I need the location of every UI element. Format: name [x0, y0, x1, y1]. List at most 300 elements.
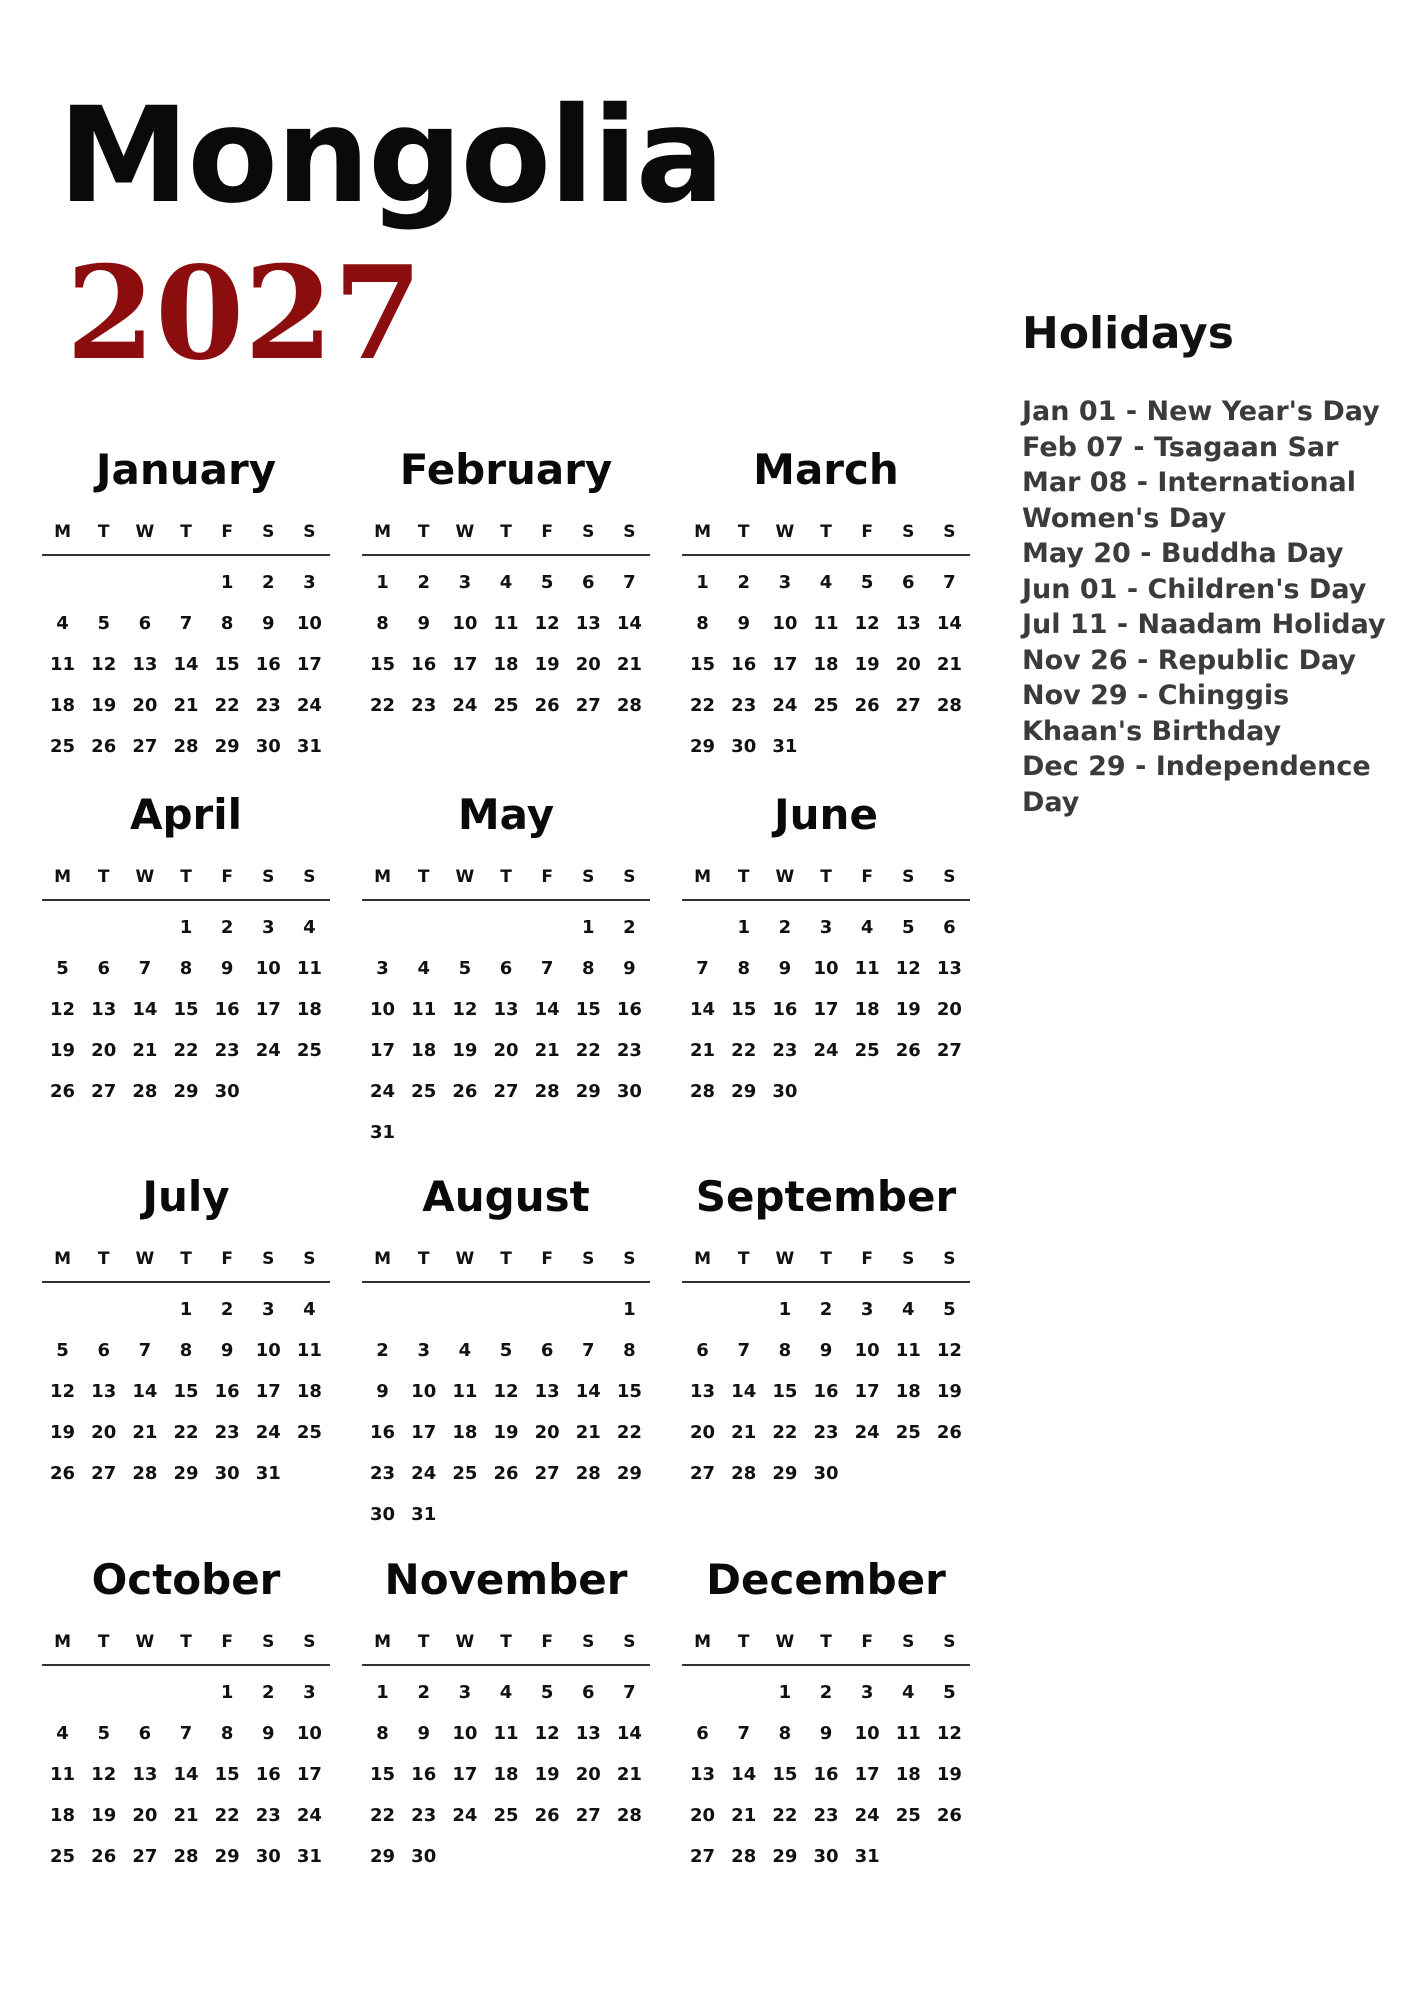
month-grid [362, 1620, 650, 1877]
day-cell: 4 [499, 1682, 513, 1703]
day-cell: 12 [50, 999, 76, 1020]
day-cell: 21 [173, 695, 199, 716]
day-cell: 1 [179, 917, 193, 938]
day-cell: 21 [575, 1422, 601, 1443]
month-grid [42, 510, 330, 767]
day-cell: 17 [854, 1381, 880, 1402]
day-cell: 3 [458, 1682, 472, 1703]
day-cell: 12 [50, 1381, 76, 1402]
weekday-header: W [764, 510, 805, 556]
day-cell: 24 [452, 1805, 478, 1826]
day-cell: 5 [56, 958, 69, 979]
weekday-header: T [165, 510, 206, 556]
weekday-header: M [682, 1237, 723, 1283]
day-cell: 25 [411, 1081, 437, 1102]
day-cell: 25 [50, 1846, 76, 1867]
weekday-header: F [527, 1620, 568, 1666]
day-cell: 22 [772, 1805, 798, 1826]
day-cell: 5 [97, 1723, 110, 1744]
weekday-header: S [289, 510, 330, 556]
day-cell: 16 [813, 1381, 839, 1402]
day-cell: 15 [214, 654, 240, 675]
day-cell: 10 [854, 1340, 880, 1361]
day-cell: 30 [813, 1463, 839, 1484]
day-cell: 9 [737, 613, 750, 634]
empty-cell [42, 1289, 83, 1330]
day-cell: 16 [370, 1422, 396, 1443]
weekday-header: W [124, 1620, 165, 1666]
day-cell: 30 [772, 1081, 798, 1102]
day-cell: 20 [895, 654, 921, 675]
day-cell: 17 [813, 999, 839, 1020]
day-cell: 10 [255, 1340, 281, 1361]
weekday-header: S [888, 1620, 929, 1666]
day-cell: 3 [860, 1682, 874, 1703]
month-name: May [457, 790, 555, 839]
day-cell: 13 [91, 999, 117, 1020]
weekday-header: F [527, 1237, 568, 1283]
day-cell: 11 [854, 958, 880, 979]
day-cell: 20 [132, 695, 158, 716]
weekday-header: T [485, 510, 526, 556]
day-cell: 18 [296, 1381, 322, 1402]
day-cell: 8 [778, 1723, 792, 1744]
day-cell: 20 [91, 1422, 117, 1443]
day-cell: 6 [97, 958, 110, 979]
day-cell: 18 [895, 1381, 921, 1402]
day-cell: 4 [902, 1682, 915, 1703]
day-cell: 9 [819, 1340, 833, 1361]
day-cell: 1 [737, 917, 750, 938]
empty-cell [42, 1672, 83, 1713]
day-cell: 15 [575, 999, 601, 1020]
month-name: December [706, 1555, 946, 1604]
weekday-header: F [847, 855, 888, 901]
month-october [42, 1540, 330, 1877]
day-cell: 23 [411, 695, 437, 716]
day-cell: 22 [370, 695, 396, 716]
weekday-header: S [888, 1237, 929, 1283]
day-cell: 2 [417, 1682, 430, 1703]
day-cell: 13 [132, 654, 158, 675]
day-cell: 28 [575, 1463, 601, 1484]
day-cell: 22 [575, 1040, 601, 1061]
day-cell: 14 [534, 999, 560, 1020]
month-february [362, 430, 650, 726]
day-cell: 16 [411, 1764, 437, 1785]
day-cell: 7 [179, 613, 193, 634]
day-cell: 4 [303, 1299, 316, 1320]
day-cell: 11 [50, 1764, 76, 1785]
day-cell: 17 [452, 1764, 478, 1785]
day-cell: 20 [132, 1805, 158, 1826]
day-cell: 19 [534, 1764, 560, 1785]
day-cell: 21 [731, 1422, 757, 1443]
weekday-header: S [609, 855, 650, 901]
day-cell: 3 [262, 1299, 275, 1320]
day-cell: 24 [296, 1805, 322, 1826]
holiday-item: Jan 01 - New Year's Day [1022, 396, 1380, 427]
day-cell: 27 [575, 695, 601, 716]
day-cell: 10 [813, 958, 839, 979]
day-cell: 6 [540, 1340, 554, 1361]
holiday-item: Nov 26 - Republic Day [1022, 644, 1357, 676]
day-cell: 26 [854, 695, 880, 716]
month-name: January [95, 445, 277, 494]
day-cell: 21 [936, 654, 962, 675]
day-cell: 30 [255, 736, 281, 757]
day-cell: 20 [575, 1764, 601, 1785]
weekday-header: F [207, 1620, 248, 1666]
day-cell: 16 [772, 999, 798, 1020]
day-cell: 28 [690, 1081, 716, 1102]
day-cell: 13 [132, 1764, 158, 1785]
day-cell: 8 [376, 1723, 389, 1744]
day-cell: 6 [97, 1340, 110, 1361]
day-cell: 12 [452, 999, 478, 1020]
day-cell: 9 [262, 1723, 275, 1744]
weekday-header: F [527, 510, 568, 556]
day-cell: 11 [411, 999, 437, 1020]
day-cell: 8 [179, 958, 193, 979]
day-cell: 14 [173, 654, 199, 675]
day-cell: 5 [56, 1340, 69, 1361]
weekday-header: M [362, 855, 403, 901]
day-cell: 6 [696, 1723, 709, 1744]
day-cell: 28 [616, 695, 642, 716]
day-cell: 9 [417, 613, 430, 634]
day-cell: 19 [91, 1805, 117, 1826]
weekday-header: T [403, 510, 444, 556]
day-cell: 3 [778, 572, 792, 593]
month-name: September [695, 1172, 957, 1221]
weekday-header: T [403, 1620, 444, 1666]
day-cell: 28 [616, 1805, 642, 1826]
month-august [362, 1157, 650, 1535]
day-cell: 3 [303, 572, 316, 593]
day-cell: 9 [376, 1381, 389, 1402]
day-cell: 19 [854, 654, 880, 675]
day-cell: 27 [936, 1040, 962, 1061]
day-cell: 9 [220, 1340, 234, 1361]
day-cell: 11 [895, 1340, 921, 1361]
day-cell: 13 [91, 1381, 117, 1402]
day-cell: 22 [214, 695, 240, 716]
empty-cell [682, 1672, 723, 1713]
month-name: October [91, 1555, 281, 1604]
day-cell: 21 [132, 1422, 158, 1443]
empty-cell [42, 562, 83, 603]
weekday-header: M [362, 1620, 403, 1666]
empty-cell [83, 907, 124, 948]
day-cell: 10 [255, 958, 281, 979]
day-cell: 12 [91, 1764, 117, 1785]
day-cell: 23 [255, 695, 281, 716]
day-cell: 30 [731, 736, 757, 757]
day-cell: 31 [296, 1846, 322, 1867]
empty-cell [444, 907, 485, 948]
day-cell: 17 [854, 1764, 880, 1785]
empty-cell [83, 1289, 124, 1330]
weekday-header: W [444, 1237, 485, 1283]
weekday-header: T [805, 1237, 846, 1283]
day-cell: 8 [778, 1340, 792, 1361]
weekday-header: M [682, 510, 723, 556]
day-cell: 9 [623, 958, 636, 979]
month-may [362, 775, 650, 1153]
day-cell: 26 [936, 1805, 962, 1826]
day-cell: 28 [173, 736, 199, 757]
weekday-header: M [42, 1620, 83, 1666]
day-cell: 31 [296, 736, 322, 757]
day-cell: 22 [731, 1040, 757, 1061]
day-cell: 9 [262, 613, 275, 634]
day-cell: 26 [50, 1081, 76, 1102]
day-cell: 4 [458, 1340, 472, 1361]
day-cell: 13 [690, 1381, 716, 1402]
year-title: 2027 [66, 239, 423, 389]
weekday-header: T [165, 1237, 206, 1283]
day-cell: 30 [214, 1463, 240, 1484]
day-cell: 10 [411, 1381, 437, 1402]
weekday-header: S [609, 1237, 650, 1283]
day-cell: 8 [220, 613, 234, 634]
day-cell: 15 [616, 1381, 642, 1402]
day-cell: 22 [173, 1040, 199, 1061]
day-cell: 14 [616, 613, 642, 634]
day-cell: 23 [214, 1040, 240, 1061]
day-cell: 23 [731, 695, 757, 716]
day-cell: 21 [132, 1040, 158, 1061]
month-grid [682, 1237, 970, 1494]
day-cell: 1 [778, 1299, 792, 1320]
weekday-header: M [362, 1237, 403, 1283]
day-cell: 8 [623, 1340, 636, 1361]
weekday-header: T [723, 855, 764, 901]
day-cell: 21 [173, 1805, 199, 1826]
day-cell: 24 [854, 1805, 880, 1826]
day-cell: 29 [616, 1463, 642, 1484]
day-cell: 1 [778, 1682, 792, 1703]
empty-cell [362, 1289, 403, 1330]
empty-cell [403, 907, 444, 948]
day-cell: 27 [132, 736, 158, 757]
day-cell: 12 [493, 1381, 519, 1402]
holidays-heading: Holidays [1022, 308, 1234, 359]
day-cell: 16 [731, 654, 757, 675]
day-cell: 29 [214, 736, 240, 757]
day-cell: 29 [214, 1846, 240, 1867]
weekday-header: T [165, 1620, 206, 1666]
day-cell: 19 [50, 1040, 76, 1061]
day-cell: 3 [860, 1299, 874, 1320]
day-cell: 9 [220, 958, 234, 979]
weekday-header: T [805, 510, 846, 556]
month-grid [362, 855, 650, 1153]
day-cell: 10 [452, 613, 478, 634]
empty-cell [568, 1289, 609, 1330]
day-cell: 20 [575, 654, 601, 675]
country-title: Mongolia [58, 79, 723, 233]
day-cell: 3 [819, 917, 833, 938]
day-cell: 14 [731, 1381, 757, 1402]
day-cell: 27 [690, 1846, 716, 1867]
day-cell: 27 [493, 1081, 519, 1102]
empty-cell [682, 1289, 723, 1330]
day-cell: 5 [943, 1682, 956, 1703]
weekday-header: S [248, 510, 289, 556]
holiday-list [1022, 394, 1412, 820]
day-cell: 2 [737, 572, 750, 593]
empty-cell [124, 562, 165, 603]
month-grid [42, 1620, 330, 1877]
day-cell: 2 [819, 1299, 833, 1320]
day-cell: 1 [179, 1299, 193, 1320]
day-cell: 29 [731, 1081, 757, 1102]
weekday-header: M [682, 1620, 723, 1666]
day-cell: 23 [255, 1805, 281, 1826]
weekday-header: S [609, 1620, 650, 1666]
day-cell: 16 [214, 1381, 240, 1402]
day-cell: 11 [493, 1723, 519, 1744]
day-cell: 6 [138, 1723, 152, 1744]
day-cell: 1 [376, 1682, 389, 1703]
empty-cell [444, 1289, 485, 1330]
day-cell: 9 [778, 958, 792, 979]
weekday-header: T [723, 1620, 764, 1666]
day-cell: 28 [534, 1081, 560, 1102]
day-cell: 21 [690, 1040, 716, 1061]
day-cell: 13 [895, 613, 921, 634]
day-cell: 27 [690, 1463, 716, 1484]
day-cell: 30 [813, 1846, 839, 1867]
day-cell: 18 [813, 654, 839, 675]
day-cell: 28 [173, 1846, 199, 1867]
day-cell: 23 [214, 1422, 240, 1443]
day-cell: 17 [370, 1040, 396, 1061]
weekday-header: T [83, 510, 124, 556]
day-cell: 31 [255, 1463, 281, 1484]
day-cell: 11 [296, 1340, 322, 1361]
day-cell: 24 [296, 695, 322, 716]
day-cell: 22 [772, 1422, 798, 1443]
weekday-header: F [207, 510, 248, 556]
day-cell: 4 [303, 917, 316, 938]
day-cell: 2 [220, 1299, 234, 1320]
day-cell: 13 [493, 999, 519, 1020]
day-cell: 27 [91, 1463, 117, 1484]
holiday-item: Jun 01 - Children's Day [1022, 573, 1367, 605]
weekday-header: S [609, 510, 650, 556]
month-name: June [774, 790, 878, 839]
day-cell: 7 [623, 1682, 636, 1703]
day-cell: 24 [411, 1463, 437, 1484]
day-cell: 15 [690, 654, 716, 675]
day-cell: 16 [616, 999, 642, 1020]
weekday-header: S [888, 510, 929, 556]
day-cell: 7 [623, 572, 636, 593]
weekday-header: T [485, 855, 526, 901]
day-cell: 27 [575, 1805, 601, 1826]
day-cell: 31 [854, 1846, 880, 1867]
day-cell: 13 [936, 958, 962, 979]
day-cell: 29 [173, 1463, 199, 1484]
month-grid [682, 510, 970, 767]
empty-cell [165, 562, 206, 603]
day-cell: 16 [214, 999, 240, 1020]
day-cell: 4 [56, 613, 69, 634]
day-cell: 3 [262, 917, 275, 938]
day-cell: 16 [255, 654, 281, 675]
weekday-header: S [568, 1237, 609, 1283]
day-cell: 14 [616, 1723, 642, 1744]
day-cell: 12 [936, 1723, 962, 1744]
month-grid [362, 510, 650, 726]
day-cell: 27 [132, 1846, 158, 1867]
day-cell: 21 [616, 1764, 642, 1785]
day-cell: 25 [452, 1463, 478, 1484]
day-cell: 20 [936, 999, 962, 1020]
day-cell: 12 [936, 1340, 962, 1361]
weekday-header: F [847, 510, 888, 556]
day-cell: 1 [376, 572, 389, 593]
empty-cell [124, 1672, 165, 1713]
weekday-header: S [289, 1620, 330, 1666]
day-cell: 17 [452, 654, 478, 675]
day-cell: 4 [56, 1723, 69, 1744]
day-cell: 11 [50, 654, 76, 675]
weekday-header: S [248, 1237, 289, 1283]
day-cell: 22 [616, 1422, 642, 1443]
day-cell: 26 [534, 1805, 560, 1826]
day-cell: 14 [731, 1764, 757, 1785]
day-cell: 3 [458, 572, 472, 593]
day-cell: 24 [370, 1081, 396, 1102]
day-cell: 2 [262, 572, 275, 593]
day-cell: 2 [376, 1340, 389, 1361]
day-cell: 6 [138, 613, 152, 634]
day-cell: 26 [91, 1846, 117, 1867]
day-cell: 22 [690, 695, 716, 716]
empty-cell [723, 1672, 764, 1713]
day-cell: 13 [534, 1381, 560, 1402]
day-cell: 28 [132, 1463, 158, 1484]
weekday-header: T [83, 1237, 124, 1283]
day-cell: 5 [943, 1299, 956, 1320]
day-cell: 7 [540, 958, 554, 979]
day-cell: 3 [417, 1340, 430, 1361]
weekday-header: S [929, 1237, 970, 1283]
day-cell: 7 [179, 1723, 193, 1744]
month-grid [42, 855, 330, 1112]
day-cell: 26 [534, 695, 560, 716]
day-cell: 31 [772, 736, 798, 757]
day-cell: 13 [690, 1764, 716, 1785]
day-cell: 25 [854, 1040, 880, 1061]
day-cell: 25 [296, 1422, 322, 1443]
holiday-item: Nov 29 - Chinggis Khaan's Birthday [1022, 680, 1290, 747]
weekday-header: W [764, 855, 805, 901]
day-cell: 23 [370, 1463, 396, 1484]
day-cell: 11 [895, 1723, 921, 1744]
day-cell: 15 [214, 1764, 240, 1785]
day-cell: 30 [255, 1846, 281, 1867]
day-cell: 23 [411, 1805, 437, 1826]
day-cell: 17 [255, 999, 281, 1020]
day-cell: 29 [772, 1463, 798, 1484]
weekday-header: W [124, 510, 165, 556]
weekday-header: S [568, 855, 609, 901]
